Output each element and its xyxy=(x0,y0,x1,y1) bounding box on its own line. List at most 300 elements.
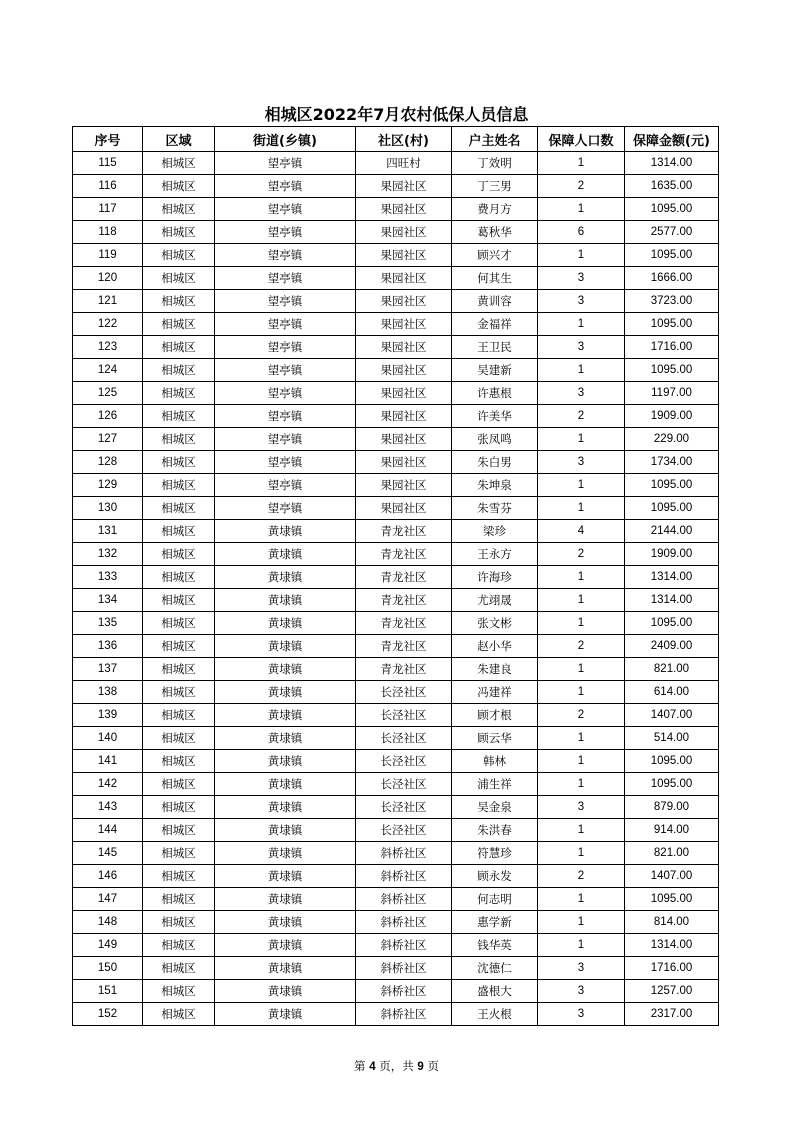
cell-community: 青龙社区 xyxy=(356,658,452,681)
cell-community: 长泾社区 xyxy=(356,819,452,842)
cell-amount: 3723.00 xyxy=(625,290,719,313)
cell-street: 黄埭镇 xyxy=(215,980,356,1003)
cell-region: 相城区 xyxy=(143,543,215,566)
cell-region: 相城区 xyxy=(143,244,215,267)
cell-householder: 尤翊晟 xyxy=(452,589,538,612)
column-header-region: 区域 xyxy=(143,127,215,152)
cell-amount: 1407.00 xyxy=(625,865,719,888)
cell-community: 长泾社区 xyxy=(356,727,452,750)
cell-people-count: 3 xyxy=(538,796,625,819)
cell-people-count: 3 xyxy=(538,980,625,1003)
cell-community: 果园社区 xyxy=(356,313,452,336)
cell-region: 相城区 xyxy=(143,566,215,589)
cell-people-count: 2 xyxy=(538,175,625,198)
cell-people-count: 1 xyxy=(538,612,625,635)
cell-amount: 1666.00 xyxy=(625,267,719,290)
cell-community: 斜桥社区 xyxy=(356,911,452,934)
cell-people-count: 3 xyxy=(538,957,625,980)
cell-community: 果园社区 xyxy=(356,198,452,221)
cell-amount: 1095.00 xyxy=(625,198,719,221)
table-row xyxy=(73,267,719,290)
cell-householder: 朱洪春 xyxy=(452,819,538,842)
cell-street: 黄埭镇 xyxy=(215,681,356,704)
cell-community: 四旺村 xyxy=(356,152,452,175)
table-row xyxy=(73,865,719,888)
table-row xyxy=(73,750,719,773)
cell-amount: 1314.00 xyxy=(625,152,719,175)
table-row xyxy=(73,934,719,957)
cell-amount: 1314.00 xyxy=(625,566,719,589)
cell-householder: 冯建祥 xyxy=(452,681,538,704)
cell-people-count: 1 xyxy=(538,474,625,497)
cell-people-count: 1 xyxy=(538,842,625,865)
cell-amount: 1314.00 xyxy=(625,589,719,612)
cell-index: 125 xyxy=(73,382,143,405)
cell-householder: 沈德仁 xyxy=(452,957,538,980)
cell-street: 黄埭镇 xyxy=(215,957,356,980)
cell-people-count: 1 xyxy=(538,911,625,934)
cell-region: 相城区 xyxy=(143,336,215,359)
cell-index: 124 xyxy=(73,359,143,382)
cell-street: 黄埭镇 xyxy=(215,1003,356,1026)
cell-community: 果园社区 xyxy=(356,405,452,428)
table-row xyxy=(73,244,719,267)
table-row xyxy=(73,681,719,704)
cell-community: 长泾社区 xyxy=(356,796,452,819)
cell-community: 青龙社区 xyxy=(356,520,452,543)
cell-community: 斜桥社区 xyxy=(356,842,452,865)
cell-index: 136 xyxy=(73,635,143,658)
cell-community: 长泾社区 xyxy=(356,750,452,773)
cell-street: 望亭镇 xyxy=(215,152,356,175)
cell-region: 相城区 xyxy=(143,313,215,336)
table-row xyxy=(73,152,719,175)
cell-community: 果园社区 xyxy=(356,451,452,474)
cell-street: 望亭镇 xyxy=(215,175,356,198)
table-row xyxy=(73,451,719,474)
cell-amount: 1197.00 xyxy=(625,382,719,405)
cell-householder: 顾兴才 xyxy=(452,244,538,267)
cell-community: 青龙社区 xyxy=(356,612,452,635)
cell-people-count: 3 xyxy=(538,290,625,313)
cell-region: 相城区 xyxy=(143,152,215,175)
cell-householder: 王卫民 xyxy=(452,336,538,359)
cell-people-count: 2 xyxy=(538,704,625,727)
cell-region: 相城区 xyxy=(143,382,215,405)
column-header-index: 序号 xyxy=(73,127,143,152)
cell-street: 黄埭镇 xyxy=(215,727,356,750)
cell-region: 相城区 xyxy=(143,359,215,382)
cell-index: 129 xyxy=(73,474,143,497)
cell-region: 相城区 xyxy=(143,428,215,451)
cell-community: 果园社区 xyxy=(356,474,452,497)
cell-amount: 1635.00 xyxy=(625,175,719,198)
cell-region: 相城区 xyxy=(143,842,215,865)
table-row xyxy=(73,957,719,980)
cell-street: 黄埭镇 xyxy=(215,589,356,612)
table-row xyxy=(73,198,719,221)
cell-street: 黄埭镇 xyxy=(215,635,356,658)
cell-community: 斜桥社区 xyxy=(356,957,452,980)
cell-index: 147 xyxy=(73,888,143,911)
cell-people-count: 1 xyxy=(538,888,625,911)
cell-street: 黄埭镇 xyxy=(215,520,356,543)
cell-householder: 韩林 xyxy=(452,750,538,773)
cell-region: 相城区 xyxy=(143,1003,215,1026)
table-row xyxy=(73,175,719,198)
cell-people-count: 6 xyxy=(538,221,625,244)
cell-community: 青龙社区 xyxy=(356,543,452,566)
cell-amount: 821.00 xyxy=(625,842,719,865)
column-header-community: 社区(村) xyxy=(356,127,452,152)
table-row xyxy=(73,980,719,1003)
cell-region: 相城区 xyxy=(143,198,215,221)
cell-householder: 许海珍 xyxy=(452,566,538,589)
footer-middle: 页，共 xyxy=(379,1059,414,1073)
cell-street: 黄埭镇 xyxy=(215,842,356,865)
cell-householder: 丁三男 xyxy=(452,175,538,198)
cell-community: 青龙社区 xyxy=(356,566,452,589)
cell-people-count: 1 xyxy=(538,566,625,589)
cell-region: 相城区 xyxy=(143,635,215,658)
cell-street: 黄埭镇 xyxy=(215,911,356,934)
cell-community: 果园社区 xyxy=(356,175,452,198)
cell-amount: 1095.00 xyxy=(625,612,719,635)
cell-region: 相城区 xyxy=(143,175,215,198)
cell-amount: 914.00 xyxy=(625,819,719,842)
cell-amount: 1257.00 xyxy=(625,980,719,1003)
cell-people-count: 2 xyxy=(538,865,625,888)
cell-region: 相城区 xyxy=(143,957,215,980)
cell-amount: 1909.00 xyxy=(625,405,719,428)
table-row xyxy=(73,842,719,865)
cell-index: 145 xyxy=(73,842,143,865)
cell-community: 果园社区 xyxy=(356,244,452,267)
cell-region: 相城区 xyxy=(143,727,215,750)
column-header-people-count: 保障人口数 xyxy=(538,127,625,152)
cell-street: 黄埭镇 xyxy=(215,543,356,566)
cell-index: 143 xyxy=(73,796,143,819)
cell-amount: 814.00 xyxy=(625,911,719,934)
cell-householder: 盛根大 xyxy=(452,980,538,1003)
table-body xyxy=(73,152,719,1026)
cell-amount: 1095.00 xyxy=(625,497,719,520)
cell-street: 望亭镇 xyxy=(215,405,356,428)
cell-index: 127 xyxy=(73,428,143,451)
cell-people-count: 3 xyxy=(538,451,625,474)
cell-community: 青龙社区 xyxy=(356,589,452,612)
table-row xyxy=(73,658,719,681)
cell-people-count: 1 xyxy=(538,819,625,842)
cell-index: 148 xyxy=(73,911,143,934)
cell-street: 黄埭镇 xyxy=(215,796,356,819)
cell-amount: 2409.00 xyxy=(625,635,719,658)
cell-people-count: 1 xyxy=(538,750,625,773)
table-row xyxy=(73,796,719,819)
cell-index: 128 xyxy=(73,451,143,474)
cell-amount: 1734.00 xyxy=(625,451,719,474)
cell-street: 望亭镇 xyxy=(215,198,356,221)
cell-people-count: 1 xyxy=(538,727,625,750)
cell-people-count: 1 xyxy=(538,589,625,612)
cell-index: 142 xyxy=(73,773,143,796)
cell-region: 相城区 xyxy=(143,934,215,957)
cell-index: 121 xyxy=(73,290,143,313)
cell-region: 相城区 xyxy=(143,750,215,773)
cell-householder: 许惠根 xyxy=(452,382,538,405)
cell-region: 相城区 xyxy=(143,267,215,290)
cell-householder: 张文彬 xyxy=(452,612,538,635)
cell-index: 141 xyxy=(73,750,143,773)
cell-community: 长泾社区 xyxy=(356,681,452,704)
page-footer xyxy=(0,1058,793,1074)
table-row xyxy=(73,819,719,842)
cell-amount: 1095.00 xyxy=(625,359,719,382)
cell-index: 151 xyxy=(73,980,143,1003)
cell-region: 相城区 xyxy=(143,704,215,727)
table-row xyxy=(73,543,719,566)
cell-people-count: 1 xyxy=(538,152,625,175)
cell-community: 长泾社区 xyxy=(356,704,452,727)
table-row xyxy=(73,313,719,336)
cell-amount: 614.00 xyxy=(625,681,719,704)
cell-householder: 费月方 xyxy=(452,198,538,221)
cell-region: 相城区 xyxy=(143,980,215,1003)
table-row xyxy=(73,589,719,612)
cell-community: 斜桥社区 xyxy=(356,865,452,888)
table-row xyxy=(73,566,719,589)
cell-householder: 赵小华 xyxy=(452,635,538,658)
cell-amount: 1909.00 xyxy=(625,543,719,566)
cell-people-count: 3 xyxy=(538,336,625,359)
cell-index: 146 xyxy=(73,865,143,888)
cell-region: 相城区 xyxy=(143,681,215,704)
cell-amount: 2577.00 xyxy=(625,221,719,244)
cell-region: 相城区 xyxy=(143,451,215,474)
cell-householder: 葛秋华 xyxy=(452,221,538,244)
data-table xyxy=(72,126,719,1026)
cell-people-count: 1 xyxy=(538,428,625,451)
cell-street: 望亭镇 xyxy=(215,290,356,313)
cell-street: 黄埭镇 xyxy=(215,566,356,589)
cell-region: 相城区 xyxy=(143,612,215,635)
cell-street: 黄埭镇 xyxy=(215,888,356,911)
cell-people-count: 2 xyxy=(538,543,625,566)
cell-street: 望亭镇 xyxy=(215,336,356,359)
cell-community: 果园社区 xyxy=(356,428,452,451)
table-row xyxy=(73,497,719,520)
cell-region: 相城区 xyxy=(143,865,215,888)
cell-index: 139 xyxy=(73,704,143,727)
cell-region: 相城区 xyxy=(143,290,215,313)
table-row xyxy=(73,221,719,244)
cell-street: 望亭镇 xyxy=(215,359,356,382)
table-row xyxy=(73,612,719,635)
cell-amount: 1095.00 xyxy=(625,750,719,773)
cell-street: 望亭镇 xyxy=(215,267,356,290)
table-row xyxy=(73,405,719,428)
column-header-street: 街道(乡镇) xyxy=(215,127,356,152)
cell-amount: 821.00 xyxy=(625,658,719,681)
cell-street: 黄埭镇 xyxy=(215,819,356,842)
cell-community: 果园社区 xyxy=(356,359,452,382)
cell-street: 黄埭镇 xyxy=(215,750,356,773)
column-header-amount: 保障金额(元) xyxy=(625,127,719,152)
cell-people-count: 1 xyxy=(538,313,625,336)
cell-region: 相城区 xyxy=(143,497,215,520)
cell-index: 119 xyxy=(73,244,143,267)
cell-index: 131 xyxy=(73,520,143,543)
cell-people-count: 2 xyxy=(538,405,625,428)
cell-amount: 879.00 xyxy=(625,796,719,819)
cell-community: 青龙社区 xyxy=(356,635,452,658)
cell-index: 138 xyxy=(73,681,143,704)
cell-region: 相城区 xyxy=(143,221,215,244)
cell-region: 相城区 xyxy=(143,888,215,911)
page-title: 相城区2022年7月农村低保人员信息 xyxy=(264,105,529,124)
footer-page-number: 4 xyxy=(369,1061,376,1073)
cell-householder: 浦生祥 xyxy=(452,773,538,796)
cell-index: 130 xyxy=(73,497,143,520)
cell-index: 149 xyxy=(73,934,143,957)
cell-householder: 朱雪芬 xyxy=(452,497,538,520)
cell-householder: 吴金泉 xyxy=(452,796,538,819)
footer-prefix: 第 xyxy=(354,1059,366,1073)
cell-index: 144 xyxy=(73,819,143,842)
cell-amount: 1407.00 xyxy=(625,704,719,727)
table-row xyxy=(73,382,719,405)
cell-region: 相城区 xyxy=(143,474,215,497)
cell-people-count: 1 xyxy=(538,497,625,520)
cell-region: 相城区 xyxy=(143,520,215,543)
cell-householder: 顾永发 xyxy=(452,865,538,888)
cell-index: 134 xyxy=(73,589,143,612)
cell-householder: 梁珍 xyxy=(452,520,538,543)
cell-people-count: 1 xyxy=(538,681,625,704)
cell-street: 望亭镇 xyxy=(215,451,356,474)
cell-index: 118 xyxy=(73,221,143,244)
cell-amount: 1095.00 xyxy=(625,313,719,336)
cell-householder: 何志明 xyxy=(452,888,538,911)
cell-householder: 王永方 xyxy=(452,543,538,566)
cell-street: 望亭镇 xyxy=(215,382,356,405)
cell-community: 果园社区 xyxy=(356,267,452,290)
cell-householder: 张凤鸣 xyxy=(452,428,538,451)
footer-suffix: 页 xyxy=(427,1059,439,1073)
cell-householder: 黄训容 xyxy=(452,290,538,313)
cell-index: 115 xyxy=(73,152,143,175)
cell-amount: 1095.00 xyxy=(625,244,719,267)
cell-index: 120 xyxy=(73,267,143,290)
cell-community: 斜桥社区 xyxy=(356,1003,452,1026)
table-row xyxy=(73,520,719,543)
cell-region: 相城区 xyxy=(143,405,215,428)
cell-community: 斜桥社区 xyxy=(356,888,452,911)
cell-index: 117 xyxy=(73,198,143,221)
cell-people-count: 3 xyxy=(538,382,625,405)
cell-region: 相城区 xyxy=(143,796,215,819)
cell-amount: 1716.00 xyxy=(625,336,719,359)
cell-people-count: 1 xyxy=(538,198,625,221)
table-row xyxy=(73,474,719,497)
cell-people-count: 1 xyxy=(538,244,625,267)
cell-people-count: 1 xyxy=(538,359,625,382)
cell-householder: 丁效明 xyxy=(452,152,538,175)
cell-householder: 钱华英 xyxy=(452,934,538,957)
cell-street: 望亭镇 xyxy=(215,474,356,497)
cell-street: 黄埭镇 xyxy=(215,658,356,681)
cell-people-count: 1 xyxy=(538,658,625,681)
cell-community: 果园社区 xyxy=(356,221,452,244)
cell-street: 望亭镇 xyxy=(215,244,356,267)
cell-amount: 1095.00 xyxy=(625,474,719,497)
table-row xyxy=(73,911,719,934)
cell-amount: 1716.00 xyxy=(625,957,719,980)
cell-amount: 514.00 xyxy=(625,727,719,750)
cell-amount: 1095.00 xyxy=(625,773,719,796)
cell-index: 135 xyxy=(73,612,143,635)
cell-householder: 何其生 xyxy=(452,267,538,290)
cell-street: 黄埭镇 xyxy=(215,773,356,796)
cell-index: 137 xyxy=(73,658,143,681)
cell-householder: 王火根 xyxy=(452,1003,538,1026)
cell-people-count: 3 xyxy=(538,1003,625,1026)
table-row xyxy=(73,727,719,750)
cell-amount: 2317.00 xyxy=(625,1003,719,1026)
column-header-householder: 户主姓名 xyxy=(452,127,538,152)
cell-street: 望亭镇 xyxy=(215,221,356,244)
cell-householder: 惠学新 xyxy=(452,911,538,934)
table-row xyxy=(73,704,719,727)
cell-region: 相城区 xyxy=(143,589,215,612)
cell-community: 果园社区 xyxy=(356,336,452,359)
cell-householder: 许美华 xyxy=(452,405,538,428)
cell-people-count: 1 xyxy=(538,773,625,796)
cell-index: 132 xyxy=(73,543,143,566)
cell-householder: 顾云华 xyxy=(452,727,538,750)
cell-amount: 1314.00 xyxy=(625,934,719,957)
table-row xyxy=(73,635,719,658)
cell-community: 斜桥社区 xyxy=(356,934,452,957)
cell-householder: 朱建良 xyxy=(452,658,538,681)
cell-street: 望亭镇 xyxy=(215,497,356,520)
cell-householder: 符慧珍 xyxy=(452,842,538,865)
cell-community: 果园社区 xyxy=(356,382,452,405)
cell-street: 黄埭镇 xyxy=(215,865,356,888)
cell-community: 长泾社区 xyxy=(356,773,452,796)
cell-index: 140 xyxy=(73,727,143,750)
cell-street: 黄埭镇 xyxy=(215,704,356,727)
cell-community: 斜桥社区 xyxy=(356,980,452,1003)
cell-people-count: 3 xyxy=(538,267,625,290)
cell-street: 黄埭镇 xyxy=(215,612,356,635)
cell-region: 相城区 xyxy=(143,773,215,796)
cell-index: 150 xyxy=(73,957,143,980)
cell-street: 黄埭镇 xyxy=(215,934,356,957)
table-row xyxy=(73,290,719,313)
cell-householder: 朱白男 xyxy=(452,451,538,474)
cell-people-count: 4 xyxy=(538,520,625,543)
cell-householder: 吴建新 xyxy=(452,359,538,382)
cell-street: 望亭镇 xyxy=(215,313,356,336)
cell-index: 122 xyxy=(73,313,143,336)
header-row xyxy=(73,127,719,152)
table-row xyxy=(73,888,719,911)
cell-region: 相城区 xyxy=(143,658,215,681)
cell-index: 152 xyxy=(73,1003,143,1026)
table-row xyxy=(73,1003,719,1026)
cell-street: 望亭镇 xyxy=(215,428,356,451)
